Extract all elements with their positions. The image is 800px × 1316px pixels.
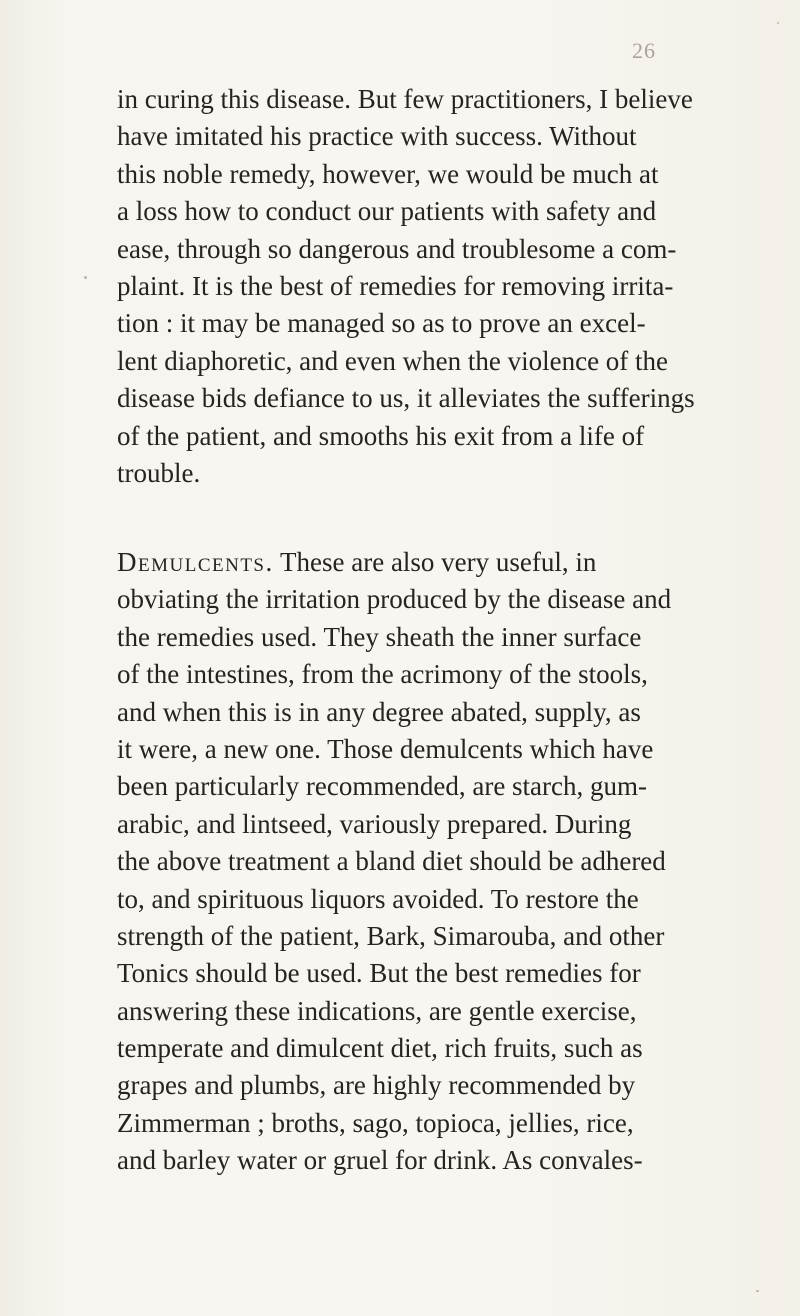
- text-line: the above treatment a bland diet should be adhered: [117, 846, 666, 877]
- text-line: a loss how to conduct our patients with safety and: [117, 196, 657, 227]
- text-line: and when this is in any degree abated, supply, as: [117, 696, 641, 727]
- text-line: it were, a new one. Those demulcents which have: [117, 733, 654, 764]
- text-line: of the patient, and smooths his exit from a life of: [117, 420, 645, 451]
- text-line: lent diaphoretic, and even when the violence of the: [117, 345, 669, 376]
- text-line: tion : it may be managed so as to prove an excel-: [117, 308, 646, 339]
- text-line: plaint. It is the best of remedies for removing irrita-: [117, 270, 674, 301]
- paper-speck: [777, 22, 779, 24]
- text-line: this noble remedy, however, we would be much at: [117, 158, 659, 189]
- text-line: ease, through so dangerous and troublesome a com-: [117, 233, 677, 264]
- text-line: of the intestines, from the acrimony of the stools,: [117, 659, 648, 690]
- page-number: 26: [632, 38, 656, 63]
- paragraph-opium: [117, 81, 797, 492]
- text-line: disease bids defiance to us, it alleviates the sufferings: [117, 383, 695, 414]
- text-line: answering these indications, are gentle exercise,: [117, 995, 637, 1026]
- text-line: in curing this disease. But few practitioners, I believe: [117, 84, 693, 114]
- text-line: grapes and plumbs, are highly recommended by: [117, 1070, 636, 1101]
- text-line: arabic, and lintseed, variously prepared. During: [117, 808, 632, 839]
- text-line: been particularly recommended, are starch, gum-: [117, 771, 648, 802]
- text-line: trouble.: [117, 457, 201, 488]
- text-line: Tonics should be used. But the best remedies for: [117, 958, 641, 989]
- text-line: strength of the patient, Bark, Simarouba, and other: [117, 920, 665, 951]
- section-heading: Demulcents.: [117, 547, 274, 577]
- paper-speck: [756, 1290, 759, 1292]
- text-line: have imitated his practice with success. Without: [117, 121, 637, 152]
- text-line: the remedies used. They sheath the inner surface: [117, 621, 642, 652]
- text-line: and barley water or gruel for drink. As convales-: [117, 1145, 643, 1176]
- heading-line-rest: These are also very useful, in: [273, 547, 597, 577]
- text-line: Zimmerman ; broths, sago, topioca, jellies, rice,: [117, 1107, 634, 1138]
- paper-speck: [84, 276, 87, 279]
- paragraph-demulcents: [117, 544, 797, 1180]
- text-line: obviating the irritation produced by the disease and: [117, 584, 672, 615]
- text-line: temperate and dimulcent diet, rich fruits, such as: [117, 1033, 643, 1064]
- text-line: to, and spirituous liquors avoided. To restore the: [117, 883, 639, 914]
- text-line: [117, 544, 797, 581]
